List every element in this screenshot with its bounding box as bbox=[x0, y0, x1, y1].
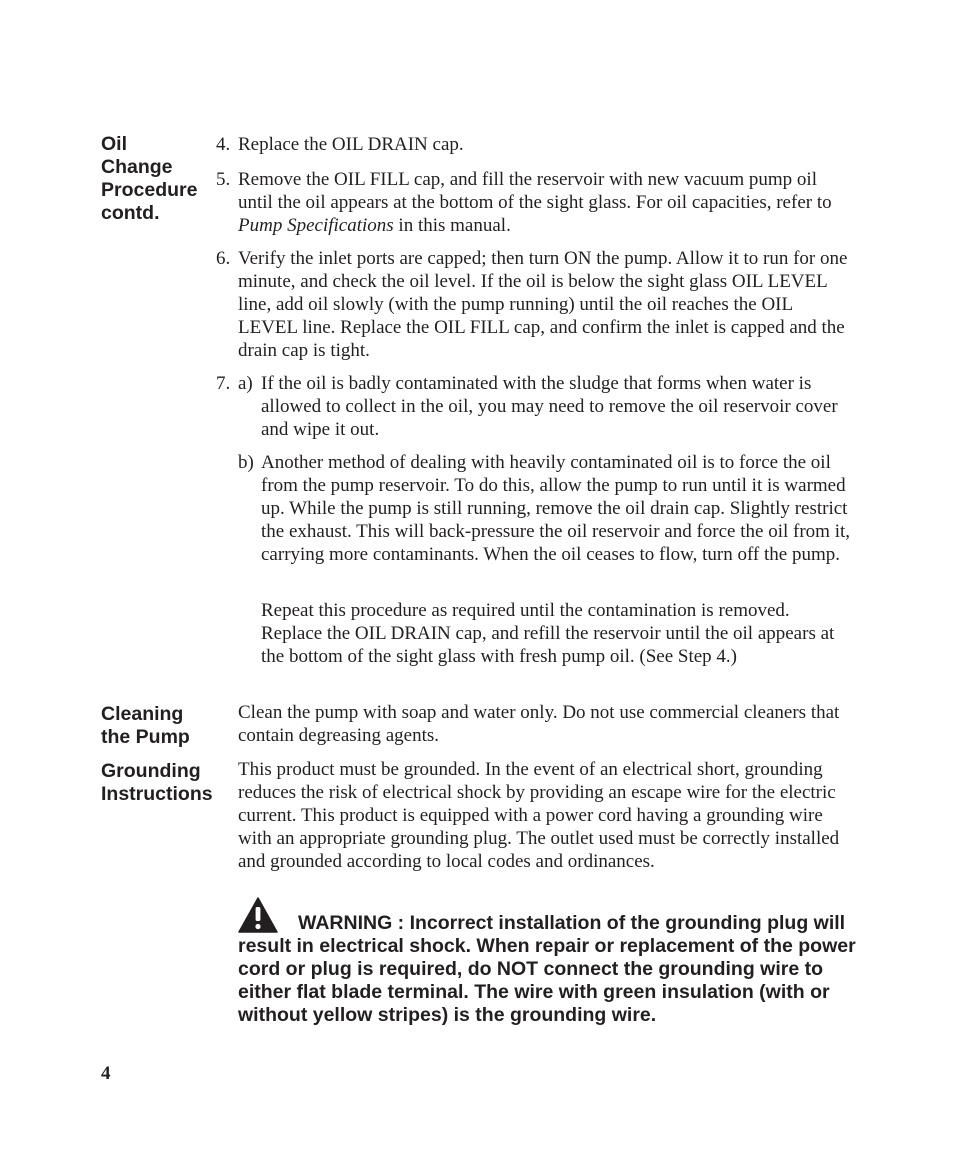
warning-triangle-icon bbox=[238, 897, 278, 933]
step-6 bbox=[216, 247, 856, 362]
section-heading-oil-change bbox=[101, 133, 226, 225]
section-heading-grounding bbox=[101, 760, 226, 806]
heading-line: the Pump bbox=[101, 726, 190, 748]
repeat-procedure-paragraph: Repeat this procedure as required until the contamination is removed. Replace the OIL DRAIN cap, and refill the reservoir until the oil appears at the bottom of the sight glass with fresh pump oil. (See Step 4.) bbox=[261, 600, 835, 667]
heading-line: contd. bbox=[101, 202, 160, 224]
step-number: 6. bbox=[216, 248, 231, 269]
step-text: Replace the OIL DRAIN cap. bbox=[238, 134, 464, 155]
page-number: 4 bbox=[101, 1063, 111, 1084]
step-text-part: Remove the OIL FILL cap, and fill the reservoir with new vacuum pump oil until the oil appears at the bottom of the sight glass. For oil capacities, refer to bbox=[238, 169, 832, 213]
step-4 bbox=[216, 133, 856, 156]
substep-text: Another method of dealing with heavily contaminated oil is to force the oil from the pump reservoir. To do this, allow the pump to run until it is warmed up. While the pump is still running, remove the oil drain cap. Slightly restrict the exhaust. This will back-pressure the oil reservoir and force the oil from it, carrying more contaminants. When the oil ceases to flow, turn off the pump. bbox=[261, 452, 850, 565]
step-number: 7. bbox=[216, 373, 231, 394]
heading-line: Procedure bbox=[101, 179, 198, 201]
heading-line: Oil bbox=[101, 133, 128, 155]
heading-line: Cleaning bbox=[101, 703, 184, 725]
step-number: 5. bbox=[216, 169, 231, 190]
substep-text: If the oil is badly contaminated with the sludge that forms when water is allowed to collect in the oil, you may need to remove the oil reservoir cover and wipe it out. bbox=[261, 373, 838, 440]
heading-line: Instructions bbox=[101, 783, 213, 805]
pump-specifications-reference: Pump Specifications bbox=[238, 215, 394, 236]
substep-label: b) bbox=[238, 452, 254, 473]
step-7b bbox=[238, 451, 858, 566]
heading-line: Grounding bbox=[101, 760, 201, 782]
warning-text: WARNING : Incorrect installation of the grounding plug will result in electrical shock. When repair or replacement of the power cord or plug is required, do NOT connect the grounding wire to either flat blade terminal. The wire with green insulation (with or without yellow stripes) is the grounding wire. bbox=[238, 912, 856, 1026]
step-text bbox=[216, 168, 856, 237]
warning-block bbox=[238, 897, 858, 1027]
step-number: 4. bbox=[216, 134, 231, 155]
section-heading-cleaning bbox=[101, 703, 226, 749]
step-5 bbox=[216, 168, 856, 237]
cleaning-paragraph: Clean the pump with soap and water only. Do not use commercial cleaners that contain degreasing agents. bbox=[238, 702, 840, 746]
heading-line: Change bbox=[101, 156, 173, 178]
substep-label: a) bbox=[238, 373, 253, 394]
step-text-part: in this manual. bbox=[393, 215, 511, 236]
step-text: Verify the inlet ports are capped; then turn ON the pump. Allow it to run for one minute, and check the oil level. If the oil is below the sight glass OIL LEVEL line, add oil slowly (with the pump running) until the oil reaches the OIL LEVEL line. Replace the OIL FILL cap, and confirm the inlet is capped and the drain cap is tight. bbox=[238, 248, 848, 361]
step-7a bbox=[238, 372, 858, 441]
grounding-paragraph: This product must be grounded. In the event of an electrical short, grounding reduces the risk of electrical shock by providing an escape wire for the electric current. This product is equipped with a power cord having a grounding wire with an appropriate grounding plug. The outlet used must be correctly installed and grounded according to local codes and ordinances. bbox=[238, 759, 840, 872]
